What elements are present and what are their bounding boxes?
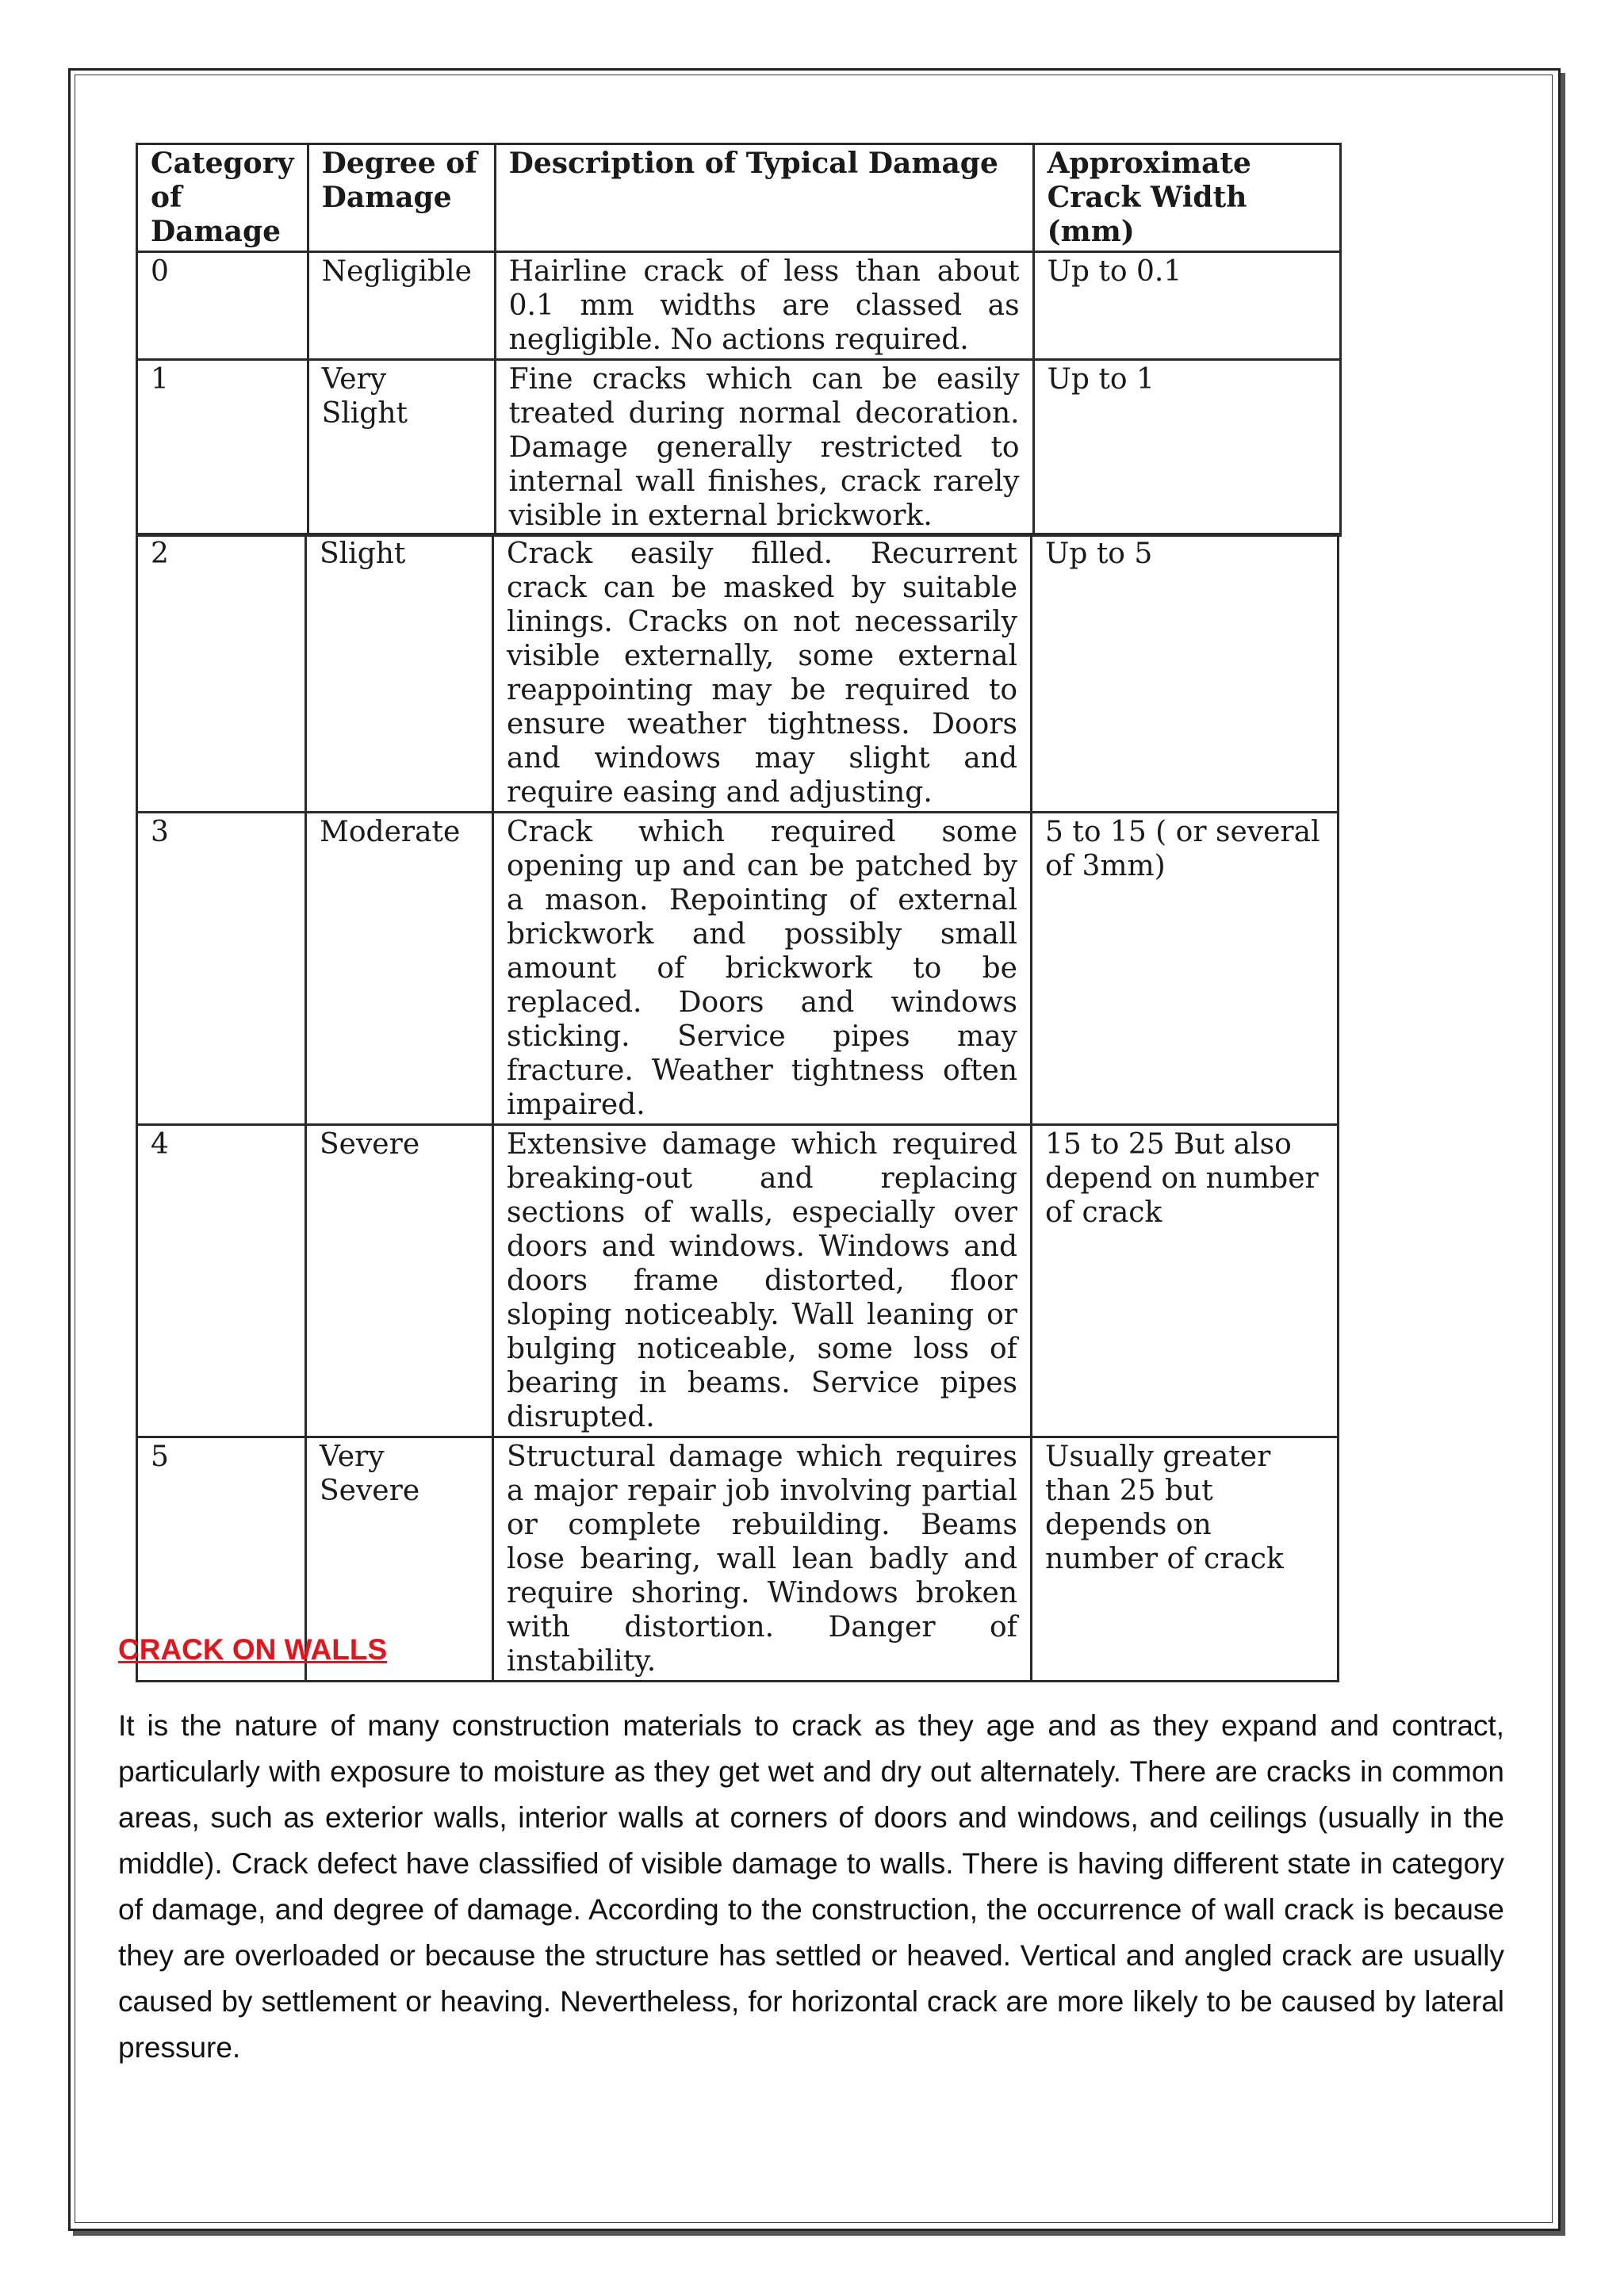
cell-description: Crack which required some opening up and can be patched by a mason. Repointing of external brickwork and possibly small amount of brickwork to be replaced. Doors and windows sticking. Service pipes may fracture. Weather tightness often impaired. [493, 813, 1032, 1125]
table-row [137, 1125, 1339, 1437]
damage-table-part-1 [136, 143, 1342, 537]
table-row [137, 534, 1339, 813]
table-header-row [137, 144, 1341, 252]
cell-description: Hairline crack of less than about 0.1 mm widths are classed as negligible. No actions required. [495, 252, 1033, 360]
cell-degree: Severe [306, 1125, 493, 1437]
section-heading: CRACK ON WALLS [118, 1633, 388, 1666]
cell-category: 2 [137, 534, 306, 813]
cell-description: Structural damage which requires a major repair job involving partial or complete rebuilding. Beams lose bearing, wall lean badly and require shoring. Windows broken with distortion. Danger of instability. [493, 1437, 1032, 1682]
cell-crack-width: 5 to 15 ( or several of 3mm) [1032, 813, 1339, 1125]
cell-crack-width: Usually greater than 25 but depends on number of crack [1032, 1437, 1339, 1682]
cell-description: Fine cracks which can be easily treated during normal decoration. Damage generally restricted to internal wall finishes, crack rarely visible in external brickwork. [495, 360, 1033, 536]
cell-category: 4 [137, 1125, 306, 1437]
cell-crack-width: Up to 1 [1033, 360, 1340, 536]
cell-category: 3 [137, 813, 306, 1125]
header-degree: Degree of Damage [308, 144, 495, 252]
header-crack-width: Approximate Crack Width (mm) [1033, 144, 1340, 252]
cell-description: Extensive damage which required breaking-out and replacing sections of walls, especially over doors and windows. Windows and doors frame distorted, floor sloping noticeably. Wall leaning or bulging noticeable, some loss of bearing in beams. Service pipes disrupted. [493, 1125, 1032, 1437]
cell-crack-width: Up to 5 [1032, 534, 1339, 813]
section-paragraph: It is the nature of many construction materials to crack as they age and as they expand and contract, particularly with exposure to moisture as they get wet and dry out alternately. There are cracks in common areas, such as exterior walls, interior walls at corners of doors and windows, and ceilings (usually in the middle). Crack defect have classified of visible damage to walls. There is having different state in category of damage, and degree of damage. According to the construction, the occurrence of wall crack is because they are overloaded or because the structure has settled or heaved. Vertical and angled crack are usually caused by settlement or heaving. Nevertheless, for horizontal crack are more likely to be caused by lateral pressure. [118, 1709, 1504, 2064]
header-category: Category of Damage [137, 144, 308, 252]
cell-crack-width: 15 to 25 But also depend on number of crack [1032, 1125, 1339, 1437]
cell-crack-width: Up to 0.1 [1033, 252, 1340, 360]
cell-category: 1 [137, 360, 308, 536]
table-row [137, 813, 1339, 1125]
cell-degree: Very Severe [306, 1437, 493, 1682]
cell-category: 5 [137, 1437, 306, 1682]
cell-degree: Negligible [308, 252, 495, 360]
cell-degree: Very Slight [308, 360, 495, 536]
cell-description: Crack easily filled. Recurrent crack can be masked by suitable linings. Cracks on not necessarily visible externally, some external reappointing may be required to ensure weather tightness. Doors and windows may slight and require easing and adjusting. [493, 534, 1032, 813]
header-description: Description of Typical Damage [495, 144, 1033, 252]
table-row [137, 360, 1341, 536]
table-row [137, 252, 1341, 360]
damage-table-part-2 [136, 533, 1339, 1682]
cell-degree: Moderate [306, 813, 493, 1125]
cell-category: 0 [137, 252, 308, 360]
cell-degree: Slight [306, 534, 493, 813]
